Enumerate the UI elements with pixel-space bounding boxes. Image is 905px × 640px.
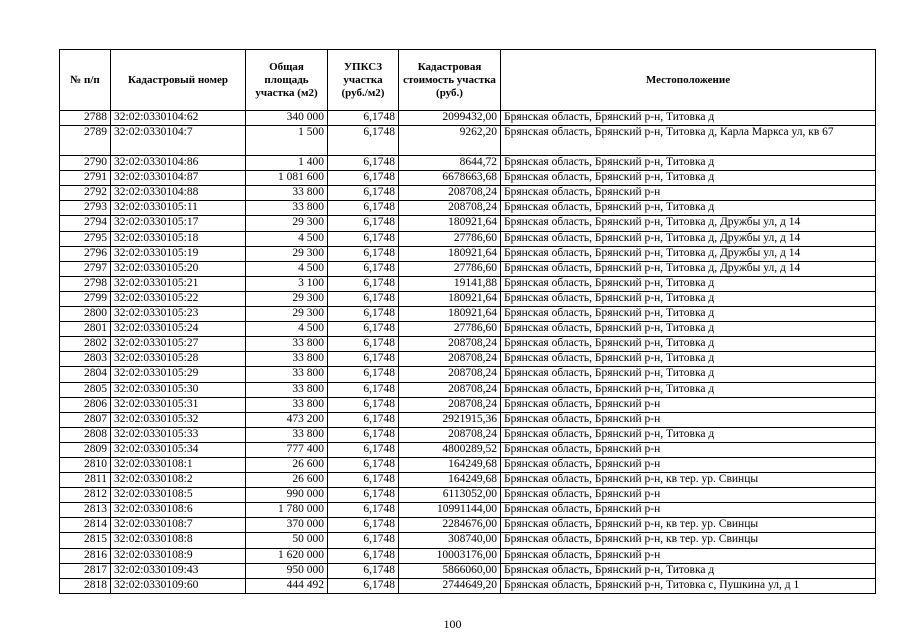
table-row: [60, 518, 876, 533]
cell-cadastral-value: 208708,24: [399, 367, 501, 382]
cell-cadastral-number: 32:02:0330108:8: [111, 533, 246, 548]
cell-cadastral-number: 32:02:0330105:22: [111, 291, 246, 306]
cell-cadastral-value: 208708,24: [399, 427, 501, 442]
cell-location: Брянская область, Брянский р-н: [501, 412, 876, 427]
cell-upksz: 6,1748: [328, 367, 399, 382]
cell-location: Брянская область, Брянский р-н, Титовка д, Дружбы ул, д 14: [501, 246, 876, 261]
cell-cadastral-number: 32:02:0330104:62: [111, 111, 246, 126]
cell-cadastral-value: 164249,68: [399, 457, 501, 472]
page-number: 100: [443, 617, 462, 631]
cell-row-number: 2799: [60, 291, 111, 306]
cell-upksz: 6,1748: [328, 503, 399, 518]
cell-location: Брянская область, Брянский р-н, Титовка д: [501, 156, 876, 171]
cell-area: 1 400: [246, 156, 328, 171]
cell-cadastral-value: 208708,24: [399, 397, 501, 412]
cell-row-number: 2806: [60, 397, 111, 412]
cell-area: 370 000: [246, 518, 328, 533]
cell-area: 1 620 000: [246, 548, 328, 563]
table-row: [60, 397, 876, 412]
cell-row-number: 2808: [60, 427, 111, 442]
table-row: [60, 186, 876, 201]
table-row: [60, 261, 876, 276]
cell-cadastral-value: 180921,64: [399, 291, 501, 306]
cell-row-number: 2793: [60, 201, 111, 216]
cell-row-number: 2798: [60, 276, 111, 291]
table-row: [60, 337, 876, 352]
cell-row-number: 2800: [60, 307, 111, 322]
cell-cadastral-number: 32:02:0330105:32: [111, 412, 246, 427]
cell-upksz: 6,1748: [328, 126, 399, 156]
cell-cadastral-value: 2744649,20: [399, 578, 501, 593]
cell-row-number: 2809: [60, 442, 111, 457]
cell-row-number: 2810: [60, 457, 111, 472]
cell-cadastral-value: 10991144,00: [399, 503, 501, 518]
cell-location: Брянская область, Брянский р-н: [501, 548, 876, 563]
cell-upksz: 6,1748: [328, 563, 399, 578]
header-cadastral-value: Кадастровая стоимость участка (руб.): [399, 50, 501, 111]
table-body: [60, 111, 876, 594]
cell-area: 50 000: [246, 533, 328, 548]
cell-cadastral-number: 32:02:0330105:17: [111, 216, 246, 231]
cell-row-number: 2796: [60, 246, 111, 261]
cell-upksz: 6,1748: [328, 457, 399, 472]
cell-cadastral-value: 2099432,00: [399, 111, 501, 126]
cell-upksz: 6,1748: [328, 578, 399, 593]
table-row: [60, 156, 876, 171]
cell-location: Брянская область, Брянский р-н, Титовка д: [501, 111, 876, 126]
cell-cadastral-value: 180921,64: [399, 216, 501, 231]
cell-upksz: 6,1748: [328, 216, 399, 231]
cell-area: 4 500: [246, 322, 328, 337]
cell-cadastral-number: 32:02:0330108:9: [111, 548, 246, 563]
cell-location: Брянская область, Брянский р-н, кв тер. ур. Свинцы: [501, 518, 876, 533]
cell-upksz: 6,1748: [328, 322, 399, 337]
header-upksz: УПКСЗ участка (руб./м2): [328, 50, 399, 111]
cell-location: Брянская область, Брянский р-н: [501, 186, 876, 201]
cell-row-number: 2805: [60, 382, 111, 397]
cell-cadastral-number: 32:02:0330104:87: [111, 171, 246, 186]
cell-area: 33 800: [246, 201, 328, 216]
cell-cadastral-value: 208708,24: [399, 352, 501, 367]
cell-cadastral-value: 208708,24: [399, 337, 501, 352]
cell-row-number: 2794: [60, 216, 111, 231]
table-row: [60, 563, 876, 578]
cell-cadastral-number: 32:02:0330104:7: [111, 126, 246, 156]
cadastral-table: [59, 49, 876, 594]
table-row: [60, 442, 876, 457]
cell-cadastral-number: 32:02:0330105:23: [111, 307, 246, 322]
cell-location: Брянская область, Брянский р-н: [501, 488, 876, 503]
cell-location: Брянская область, Брянский р-н, Титовка д: [501, 201, 876, 216]
cell-cadastral-value: 2921915,36: [399, 412, 501, 427]
cell-cadastral-number: 32:02:0330105:30: [111, 382, 246, 397]
cell-cadastral-number: 32:02:0330104:86: [111, 156, 246, 171]
cell-cadastral-number: 32:02:0330105:29: [111, 367, 246, 382]
cell-area: 990 000: [246, 488, 328, 503]
cell-area: 33 800: [246, 382, 328, 397]
cell-cadastral-number: 32:02:0330105:20: [111, 261, 246, 276]
cell-cadastral-number: 32:02:0330105:33: [111, 427, 246, 442]
cell-row-number: 2790: [60, 156, 111, 171]
table-row: [60, 382, 876, 397]
cell-upksz: 6,1748: [328, 337, 399, 352]
cell-cadastral-value: 19141,88: [399, 276, 501, 291]
cell-row-number: 2791: [60, 171, 111, 186]
table-row: [60, 216, 876, 231]
cell-row-number: 2792: [60, 186, 111, 201]
cell-area: 3 100: [246, 276, 328, 291]
cell-location: Брянская область, Брянский р-н, Титовка д: [501, 382, 876, 397]
cell-location: Брянская область, Брянский р-н: [501, 442, 876, 457]
cell-cadastral-number: 32:02:0330105:21: [111, 276, 246, 291]
cell-area: 29 300: [246, 246, 328, 261]
table-row: [60, 171, 876, 186]
table-row: [60, 412, 876, 427]
cell-row-number: 2815: [60, 533, 111, 548]
table-row: [60, 276, 876, 291]
cell-location: Брянская область, Брянский р-н, Титовка д, Дружбы ул, д 14: [501, 261, 876, 276]
cell-location: Брянская область, Брянский р-н, Титовка д, Дружбы ул, д 14: [501, 216, 876, 231]
cell-upksz: 6,1748: [328, 201, 399, 216]
cell-cadastral-value: 180921,64: [399, 307, 501, 322]
table-row: [60, 201, 876, 216]
cell-cadastral-number: 32:02:0330108:5: [111, 488, 246, 503]
cell-area: 29 300: [246, 291, 328, 306]
cell-cadastral-number: 32:02:0330105:27: [111, 337, 246, 352]
cell-cadastral-value: 27786,60: [399, 261, 501, 276]
cell-location: Брянская область, Брянский р-н, кв тер. ур. Свинцы: [501, 533, 876, 548]
table-row: [60, 126, 876, 156]
cell-cadastral-value: 27786,60: [399, 322, 501, 337]
cell-cadastral-value: 4800289,52: [399, 442, 501, 457]
cell-area: 33 800: [246, 352, 328, 367]
table-row: [60, 488, 876, 503]
cell-upksz: 6,1748: [328, 261, 399, 276]
cell-upksz: 6,1748: [328, 171, 399, 186]
cell-area: 33 800: [246, 427, 328, 442]
cell-area: 340 000: [246, 111, 328, 126]
cell-upksz: 6,1748: [328, 186, 399, 201]
cell-area: 950 000: [246, 563, 328, 578]
cell-location: Брянская область, Брянский р-н, Титовка д: [501, 563, 876, 578]
table-row: [60, 367, 876, 382]
cell-cadastral-value: 8644,72: [399, 156, 501, 171]
cell-row-number: 2804: [60, 367, 111, 382]
cell-upksz: 6,1748: [328, 307, 399, 322]
table-row: [60, 352, 876, 367]
cell-location: Брянская область, Брянский р-н, Титовка д: [501, 352, 876, 367]
header-row-number: № п/п: [60, 50, 111, 111]
cell-row-number: 2801: [60, 322, 111, 337]
cell-upksz: 6,1748: [328, 111, 399, 126]
cell-row-number: 2818: [60, 578, 111, 593]
cell-cadastral-number: 32:02:0330105:11: [111, 201, 246, 216]
cell-area: 29 300: [246, 216, 328, 231]
cell-area: 777 400: [246, 442, 328, 457]
cell-row-number: 2814: [60, 518, 111, 533]
cell-location: Брянская область, Брянский р-н, Титовка д, Карла Маркса ул, кв 67: [501, 126, 876, 156]
cell-location: Брянская область, Брянский р-н, Титовка д: [501, 276, 876, 291]
cell-area: 4 500: [246, 231, 328, 246]
cell-upksz: 6,1748: [328, 397, 399, 412]
table-row: [60, 246, 876, 261]
cell-cadastral-number: 32:02:0330104:88: [111, 186, 246, 201]
cell-upksz: 6,1748: [328, 352, 399, 367]
cell-area: 29 300: [246, 307, 328, 322]
table-row: [60, 111, 876, 126]
cell-area: 473 200: [246, 412, 328, 427]
table-row: [60, 533, 876, 548]
table-row: [60, 322, 876, 337]
cell-row-number: 2789: [60, 126, 111, 156]
cell-cadastral-number: 32:02:0330108:6: [111, 503, 246, 518]
cell-location: Брянская область, Брянский р-н, Титовка д: [501, 307, 876, 322]
cell-cadastral-number: 32:02:0330105:31: [111, 397, 246, 412]
cell-cadastral-number: 32:02:0330109:43: [111, 563, 246, 578]
cell-location: Брянская область, Брянский р-н, Титовка д: [501, 322, 876, 337]
table-row: [60, 427, 876, 442]
cell-row-number: 2807: [60, 412, 111, 427]
cell-cadastral-number: 32:02:0330105:18: [111, 231, 246, 246]
cell-location: Брянская область, Брянский р-н, Титовка д, Дружбы ул, д 14: [501, 231, 876, 246]
cell-row-number: 2788: [60, 111, 111, 126]
cell-cadastral-number: 32:02:0330105:34: [111, 442, 246, 457]
cell-row-number: 2816: [60, 548, 111, 563]
cell-cadastral-value: 2284676,00: [399, 518, 501, 533]
cell-cadastral-value: 208708,24: [399, 382, 501, 397]
cell-row-number: 2813: [60, 503, 111, 518]
cell-upksz: 6,1748: [328, 246, 399, 261]
cell-row-number: 2817: [60, 563, 111, 578]
cell-upksz: 6,1748: [328, 412, 399, 427]
cell-upksz: 6,1748: [328, 518, 399, 533]
table-row: [60, 578, 876, 593]
table-row: [60, 231, 876, 246]
cell-location: Брянская область, Брянский р-н, Титовка д: [501, 427, 876, 442]
cell-location: Брянская область, Брянский р-н, Титовка д: [501, 337, 876, 352]
cell-cadastral-value: 180921,64: [399, 246, 501, 261]
cell-cadastral-number: 32:02:0330108:7: [111, 518, 246, 533]
table-row: [60, 457, 876, 472]
cell-upksz: 6,1748: [328, 473, 399, 488]
table-row: [60, 503, 876, 518]
cell-area: 26 600: [246, 473, 328, 488]
cell-cadastral-number: 32:02:0330105:24: [111, 322, 246, 337]
cell-upksz: 6,1748: [328, 442, 399, 457]
cell-location: Брянская область, Брянский р-н: [501, 503, 876, 518]
cell-area: 33 800: [246, 367, 328, 382]
cell-cadastral-number: 32:02:0330105:19: [111, 246, 246, 261]
cell-location: Брянская область, Брянский р-н, Титовка д: [501, 367, 876, 382]
header-row: [60, 50, 876, 111]
cell-location: Брянская область, Брянский р-н: [501, 397, 876, 412]
cell-row-number: 2811: [60, 473, 111, 488]
cell-upksz: 6,1748: [328, 382, 399, 397]
cell-location: Брянская область, Брянский р-н, Титовка д: [501, 291, 876, 306]
cell-cadastral-value: 208708,24: [399, 201, 501, 216]
cell-upksz: 6,1748: [328, 427, 399, 442]
cell-cadastral-value: 164249,68: [399, 473, 501, 488]
table-header: [60, 50, 876, 111]
cell-upksz: 6,1748: [328, 156, 399, 171]
cell-location: Брянская область, Брянский р-н, Титовка с, Пушкина ул, д 1: [501, 578, 876, 593]
cell-area: 33 800: [246, 186, 328, 201]
cell-cadastral-number: 32:02:0330108:2: [111, 473, 246, 488]
header-cadastral-number: Кадастровый номер: [111, 50, 246, 111]
cell-area: 33 800: [246, 337, 328, 352]
cell-cadastral-value: 5866060,00: [399, 563, 501, 578]
cell-cadastral-value: 6113052,00: [399, 488, 501, 503]
cell-upksz: 6,1748: [328, 533, 399, 548]
cell-cadastral-value: 6678663,68: [399, 171, 501, 186]
header-location: Местоположение: [501, 50, 876, 111]
cell-cadastral-value: 27786,60: [399, 231, 501, 246]
cell-cadastral-number: 32:02:0330105:28: [111, 352, 246, 367]
cell-upksz: 6,1748: [328, 291, 399, 306]
cell-row-number: 2795: [60, 231, 111, 246]
cell-location: Брянская область, Брянский р-н, Титовка д: [501, 171, 876, 186]
cell-upksz: 6,1748: [328, 548, 399, 563]
cell-area: 1 780 000: [246, 503, 328, 518]
table-row: [60, 307, 876, 322]
cell-cadastral-value: 10003176,00: [399, 548, 501, 563]
cell-upksz: 6,1748: [328, 231, 399, 246]
cell-area: 1 500: [246, 126, 328, 156]
cell-row-number: 2797: [60, 261, 111, 276]
cell-cadastral-value: 208708,24: [399, 186, 501, 201]
table-row: [60, 548, 876, 563]
cell-cadastral-number: 32:02:0330108:1: [111, 457, 246, 472]
cell-upksz: 6,1748: [328, 276, 399, 291]
table-row: [60, 291, 876, 306]
cell-location: Брянская область, Брянский р-н, кв тер. ур. Свинцы: [501, 473, 876, 488]
header-total-area: Общая площадь участка (м2): [246, 50, 328, 111]
cell-area: 26 600: [246, 457, 328, 472]
cell-area: 4 500: [246, 261, 328, 276]
cell-cadastral-value: 308740,00: [399, 533, 501, 548]
cell-area: 444 492: [246, 578, 328, 593]
cell-row-number: 2803: [60, 352, 111, 367]
cell-location: Брянская область, Брянский р-н: [501, 457, 876, 472]
cell-area: 1 081 600: [246, 171, 328, 186]
cell-row-number: 2802: [60, 337, 111, 352]
cell-area: 33 800: [246, 397, 328, 412]
cell-row-number: 2812: [60, 488, 111, 503]
table-row: [60, 473, 876, 488]
cell-cadastral-value: 9262,20: [399, 126, 501, 156]
cell-cadastral-number: 32:02:0330109:60: [111, 578, 246, 593]
cell-upksz: 6,1748: [328, 488, 399, 503]
